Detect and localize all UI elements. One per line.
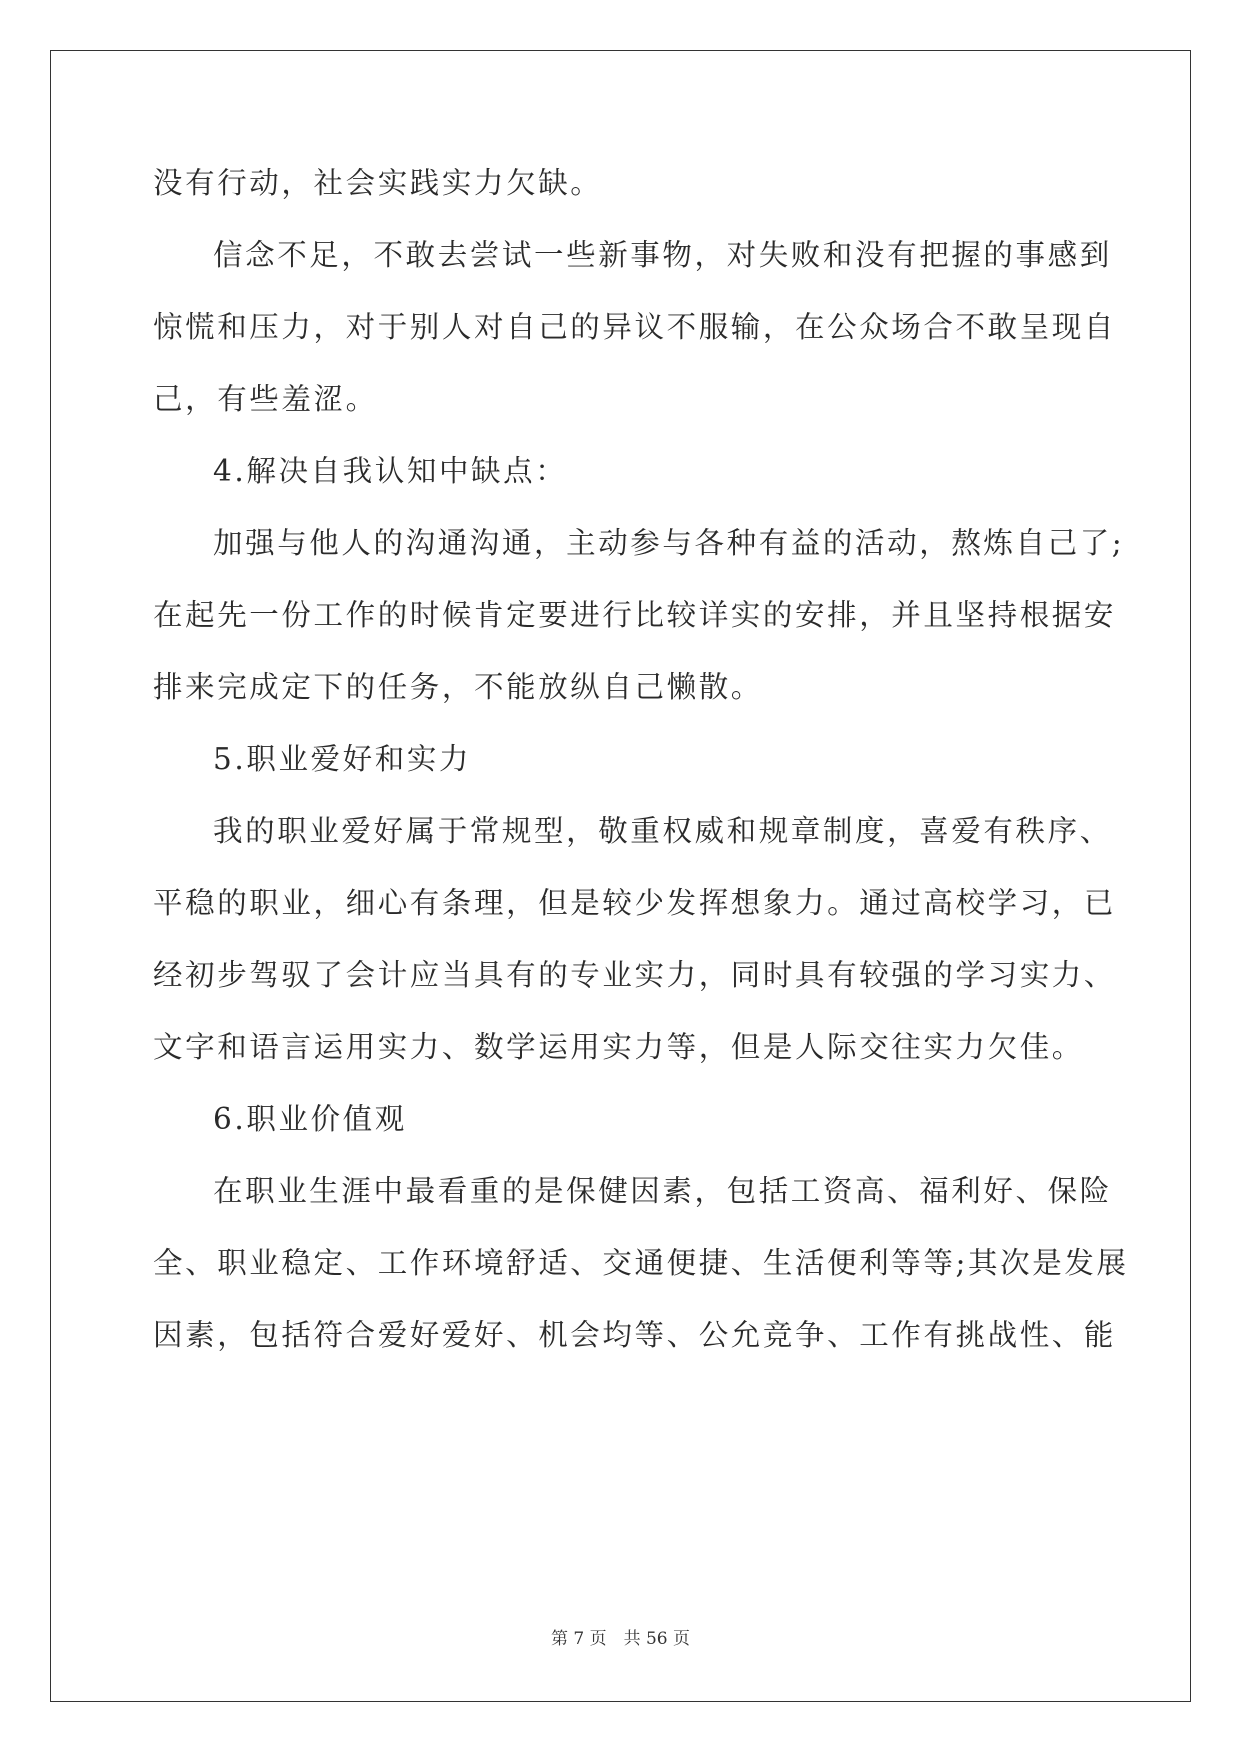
text-line: 在起先一份工作的时候肯定要进行比较详实的安排，并且坚持根据安 (153, 598, 1117, 632)
text-line: 信念不足，不敢去尝试一些新事物，对失败和没有把握的事感到 (213, 238, 1112, 272)
text-line: 经初步驾驭了会计应当具有的专业实力，同时具有较强的学习实力、 (153, 958, 1117, 992)
text-line: 平稳的职业，细心有条理，但是较少发挥想象力。通过高校学习，已 (153, 886, 1117, 920)
text-line: 排来完成定下的任务，不能放纵自己懒散。 (153, 670, 763, 704)
text-line: 因素，包括符合爱好爱好、机会均等、公允竞争、工作有挑战性、能 (153, 1318, 1117, 1352)
text-line: 文字和语言运用实力、数学运用实力等，但是人际交往实力欠佳。 (153, 1030, 1084, 1064)
text-line: 全、职业稳定、工作环境舒适、交通便捷、生活便利等等;其次是发展 (153, 1246, 1129, 1280)
section-heading: 5.职业爱好和实力 (213, 742, 472, 776)
text-line: 我的职业爱好属于常规型，敬重权威和规章制度，喜爱有秩序、 (213, 814, 1112, 848)
section-heading: 6.职业价值观 (213, 1102, 407, 1136)
text-line: 加强与他人的沟通沟通，主动参与各种有益的活动，熬炼自己了; (213, 526, 1125, 560)
page-number-footer: 第 7 页 共 56 页 (550, 1629, 691, 1649)
text-line: 己，有些羞涩。 (153, 382, 378, 416)
section-heading: 4.解决自我认知中缺点： (213, 454, 568, 488)
text-line: 没有行动，社会实践实力欠缺。 (153, 166, 603, 200)
text-line: 惊慌和压力，对于别人对自己的异议不服输，在公众场合不敢呈现自 (153, 310, 1117, 344)
text-line: 在职业生涯中最看重的是保健因素，包括工资高、福利好、保险 (213, 1174, 1112, 1208)
page-border (50, 50, 1191, 1702)
